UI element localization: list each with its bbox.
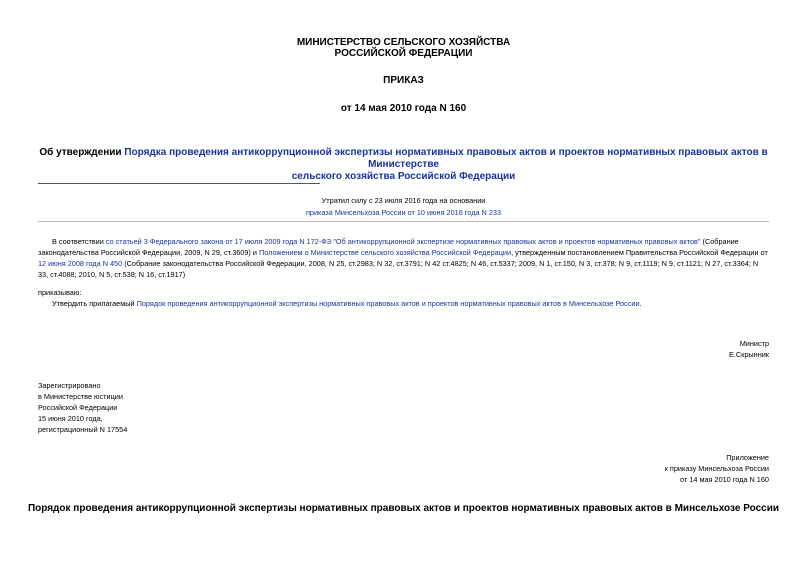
preamble-after1: (Собрание: [700, 237, 739, 246]
registration-line: Зарегистрировано: [38, 381, 101, 390]
preamble-lead: В соответствии: [52, 237, 106, 246]
status-divider: [38, 221, 769, 222]
title-link-line2[interactable]: сельского хозяйства Российской Федерации: [291, 171, 516, 182]
preamble-line2: [38, 247, 769, 258]
preamble-line1: [38, 236, 769, 247]
order-paragraph: [52, 298, 642, 309]
signature-name: Е.Скрынник: [729, 350, 769, 359]
registration-line: 15 июня 2010 года,: [38, 414, 103, 423]
order-word: приказываю:: [38, 288, 82, 297]
registration-line: Российской Федерации: [38, 403, 118, 412]
status-link[interactable]: приказа Минсельхоза России от 10 июня 2016 года N 233: [305, 208, 502, 217]
title-link-line1[interactable]: Порядка проведения антикоррупционной экспертизы нормативных правовых актов и проектов нормативных правовых актов в Министерстве: [124, 147, 768, 170]
document-title: [20, 147, 787, 183]
preamble-line4: 33, ст.4088; 2010, N 5, ст.538; N 16, ст.1917): [38, 270, 186, 279]
order-tail: .: [639, 299, 642, 308]
regulation-link[interactable]: Положением о Министерстве сельского хозяйства Российской Федерации: [258, 248, 512, 257]
ministry-name-line2: РОССИЙСКОЙ ФЕДЕРАЦИИ: [334, 48, 473, 59]
order-lead: Утвердить прилагаемый: [52, 299, 137, 308]
status-line1: Утратил силу с 23 июля 2016 года на основании: [321, 196, 486, 205]
appendix-title: Порядок проведения антикоррупционной экспертизы нормативных правовых актов и проектов нормативных правовых актов в Минсельхозе России: [27, 503, 780, 514]
separator-rule: [38, 183, 320, 184]
registration-line: регистрационный N 17554: [38, 425, 128, 434]
appendix-line: от 14 мая 2010 года N 160: [680, 475, 769, 484]
appendix-line: Приложение: [726, 453, 769, 462]
signature-position: Министр: [739, 339, 769, 348]
document-type: ПРИКАЗ: [383, 75, 424, 86]
preamble-line3-text: (Собрание законодательства Российской Федерации, 2008, N 25, ст.2983; N 32, ст.3791; N 42 ст.4825; N 46, ст.5337; 2009, N 1, ст.150, N 3, ст.378; N 9, ст.1119; N 9, ст.1121; N 27, ст.3364; N: [122, 259, 759, 268]
preamble-line3: [38, 258, 769, 269]
law-link[interactable]: со статьей 3 Федерального закона от 17 июля 2009 года N 172-ФЗ "Об антикоррупционной экспертизе нормативных правовых актов и проектов нормативных правовых актов": [105, 237, 701, 246]
title-prefix: Об утверждении: [39, 147, 125, 158]
ministry-name-line1: МИНИСТЕРСТВО СЕЛЬСКОГО ХОЗЯЙСТВА: [296, 37, 511, 48]
preamble-line2-text: законодательства Российской Федерации, 2009, N 29, ст.3609) и: [38, 248, 259, 257]
procedure-link[interactable]: Порядок проведения антикоррупционной экспертизы нормативных правовых актов и проектов нормативных правовых актов в Минсельхозе России: [136, 299, 640, 308]
decree-link[interactable]: 12 июня 2008 года N 450: [38, 259, 123, 268]
registration-line: в Министерстве юстиции: [38, 392, 123, 401]
appendix-line: к приказу Минсельхоза России: [664, 464, 769, 473]
preamble-line2-tail: , утвержденным постановлением Правительства Российской Федерации от: [511, 248, 768, 257]
document-date: от 14 мая 2010 года N 160: [340, 103, 467, 114]
